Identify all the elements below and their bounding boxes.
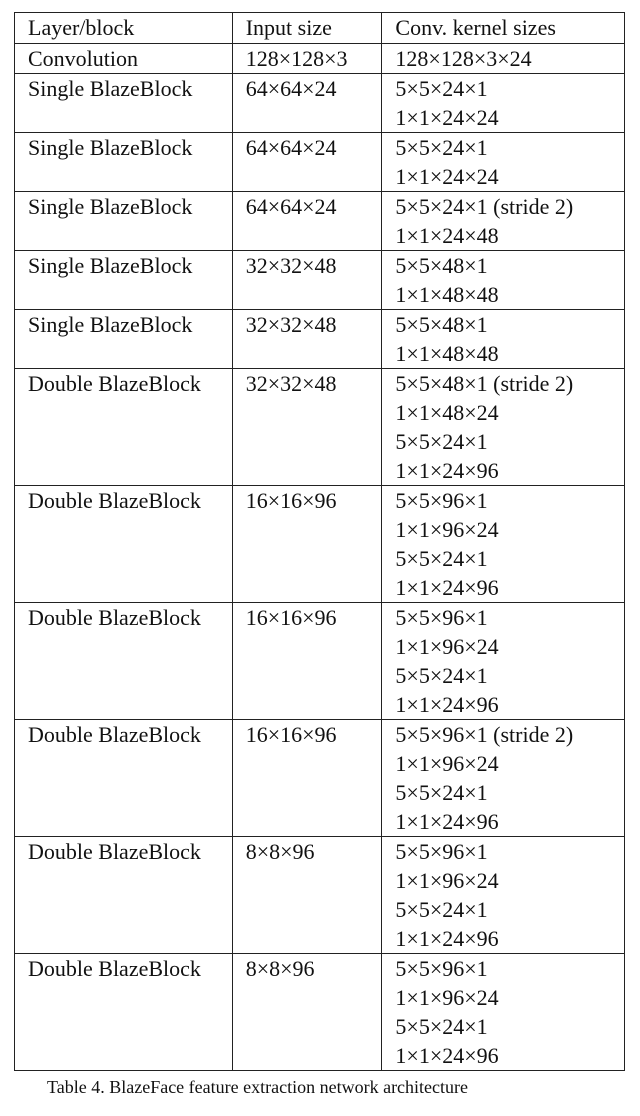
cell-layer-block: Single BlazeBlock [15,251,233,310]
table-row [15,369,625,486]
kernel-size-line: 5×5×24×1 [395,135,488,160]
cell-kernel-sizes [382,369,625,486]
cell-kernel-sizes [382,603,625,720]
table-row [15,44,625,74]
cell-kernel-sizes [382,720,625,837]
kernel-size-line: 1×1×48×48 [395,341,499,366]
cell-kernel-sizes [382,310,625,369]
kernel-size-line: 1×1×24×48 [395,223,499,248]
cell-input-size: 32×32×48 [232,310,382,369]
kernel-size-line: 1×1×96×24 [395,517,499,542]
kernel-size-line: 1×1×24×24 [395,105,499,130]
kernel-size-line: 5×5×24×1 [395,897,488,922]
cell-input-size: 8×8×96 [232,837,382,954]
kernel-size-line: 5×5×24×1 (stride 2) [395,194,574,219]
kernel-size-line: 1×1×24×96 [395,458,499,483]
kernel-size-line: 5×5×48×1 (stride 2) [395,371,574,396]
kernel-size-line: 1×1×24×96 [395,575,499,600]
kernel-size-line: 1×1×24×24 [395,164,499,189]
cell-layer-block: Single BlazeBlock [15,192,233,251]
table-row [15,486,625,603]
cell-input-size: 32×32×48 [232,369,382,486]
architecture-table [14,12,625,1071]
header-kernel-sizes: Conv. kernel sizes [382,13,625,44]
cell-layer-block: Double BlazeBlock [15,369,233,486]
table-caption: Table 4. BlazeFace feature extraction network architecture [47,1077,469,1097]
table-row [15,720,625,837]
table-row [15,310,625,369]
table-row [15,954,625,1071]
kernel-size-line: 5×5×24×1 [395,546,488,571]
table-row [15,837,625,954]
cell-layer-block: Double BlazeBlock [15,486,233,603]
cell-input-size: 64×64×24 [232,133,382,192]
header-layer-block: Layer/block [15,13,233,44]
cell-layer-block: Double BlazeBlock [15,603,233,720]
cell-layer-block: Single BlazeBlock [15,310,233,369]
cell-layer-block: Single BlazeBlock [15,74,233,133]
table-header [15,13,625,44]
cell-input-size: 64×64×24 [232,192,382,251]
kernel-size-line: 5×5×96×1 [395,605,488,630]
kernel-size-line: 1×1×96×24 [395,985,499,1010]
cell-layer-block: Convolution [15,44,233,74]
cell-input-size: 16×16×96 [232,720,382,837]
kernel-size-line: 5×5×48×1 [395,312,488,337]
cell-kernel-sizes [382,133,625,192]
header-row [15,13,625,44]
kernel-size-line: 5×5×24×1 [395,76,488,101]
cell-layer-block: Double BlazeBlock [15,720,233,837]
cell-kernel-sizes [382,44,625,74]
kernel-size-line: 1×1×96×24 [395,868,499,893]
kernel-size-line: 5×5×24×1 [395,663,488,688]
kernel-size-line: 1×1×48×24 [395,400,499,425]
cell-kernel-sizes [382,74,625,133]
cell-input-size: 16×16×96 [232,603,382,720]
kernel-size-line: 5×5×96×1 [395,488,488,513]
cell-kernel-sizes [382,192,625,251]
kernel-size-line: 5×5×24×1 [395,429,488,454]
cell-kernel-sizes [382,251,625,310]
kernel-size-line: 1×1×24×96 [395,692,499,717]
header-input-size: Input size [232,13,382,44]
kernel-size-line: 1×1×96×24 [395,751,499,776]
cell-kernel-sizes [382,486,625,603]
cell-input-size: 8×8×96 [232,954,382,1071]
kernel-size-line: 5×5×96×1 [395,839,488,864]
kernel-size-line: 1×1×48×48 [395,282,499,307]
cell-kernel-sizes [382,837,625,954]
table-body [15,44,625,1071]
kernel-size-line: 5×5×48×1 [395,253,488,278]
cell-layer-block: Double BlazeBlock [15,954,233,1071]
table-row [15,603,625,720]
kernel-size-line: 5×5×96×1 (stride 2) [395,722,574,747]
kernel-size-line: 1×1×24×96 [395,809,499,834]
cell-input-size: 32×32×48 [232,251,382,310]
kernel-size-line: 1×1×24×96 [395,926,499,951]
table-row [15,133,625,192]
cell-kernel-sizes [382,954,625,1071]
kernel-size-line: 1×1×24×96 [395,1043,499,1068]
table-row [15,192,625,251]
kernel-size-line: 5×5×96×1 [395,956,488,981]
cell-input-size: 16×16×96 [232,486,382,603]
table-row [15,74,625,133]
cell-layer-block: Single BlazeBlock [15,133,233,192]
kernel-size-line: 5×5×24×1 [395,780,488,805]
cell-layer-block: Double BlazeBlock [15,837,233,954]
cell-input-size: 128×128×3 [232,44,382,74]
kernel-size-line: 5×5×24×1 [395,1014,488,1039]
cell-input-size: 64×64×24 [232,74,382,133]
kernel-size-line: 128×128×3×24 [395,46,532,71]
kernel-size-line: 1×1×96×24 [395,634,499,659]
table-row [15,251,625,310]
